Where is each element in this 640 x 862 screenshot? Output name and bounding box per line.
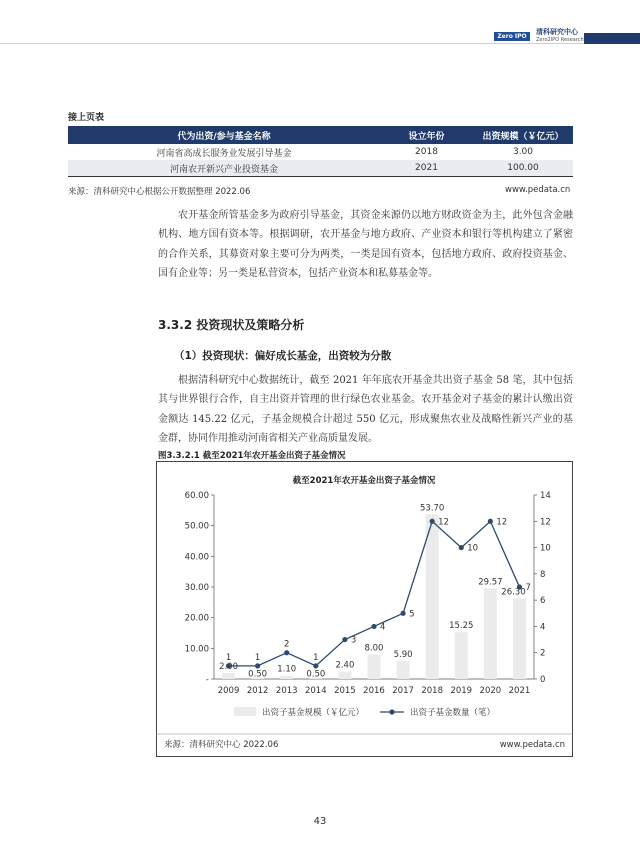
table-row: [68, 160, 573, 177]
table-continued-label: 接上页表: [68, 113, 105, 123]
y-tick-label-right: 10: [540, 543, 551, 554]
figure-caption: 图3.3.2.1 截至2021年农开基金出资子基金情况: [158, 451, 346, 461]
bar: [222, 673, 235, 679]
legend-bar-swatch: [234, 707, 256, 716]
x-tick-label: 2021: [508, 686, 531, 696]
bar-value-label: 15.25: [449, 621, 474, 632]
bar-value-label: 5.90: [393, 649, 413, 660]
y-tick-label-right: 0: [540, 675, 546, 685]
bar-value-label: 53.70: [420, 503, 445, 514]
bar: [426, 514, 439, 679]
bar-value-label: 29.57: [478, 577, 503, 588]
count-point: [459, 545, 464, 550]
header-divider: [0, 43, 640, 44]
y-tick-label-left: 50.00: [184, 521, 209, 532]
table-row: [68, 144, 573, 160]
bar-value-label: 2.00: [219, 661, 239, 672]
table-cell: 河南省高成长服务业发展引导基金: [156, 148, 292, 159]
bar-value-label: 8.00: [364, 643, 384, 654]
brand-name: 清科研究中心: [536, 28, 578, 36]
bar-value-label: 26.30: [501, 587, 526, 598]
count-value-label: 1: [313, 652, 319, 663]
table-header: 设立年份: [380, 126, 473, 144]
x-tick-label: 2013: [275, 686, 298, 696]
bar: [455, 632, 468, 679]
y-tick-label-right: 2: [540, 648, 546, 659]
x-tick-label: 2009: [217, 686, 240, 696]
subsection-title: （1）投资现状：偏好成长基金，出资较为分散: [174, 350, 392, 362]
bar: [397, 661, 410, 679]
count-value-label: 2: [284, 639, 290, 650]
chart-title: 截至2021年农开基金出资子基金情况: [292, 476, 436, 486]
legend-line-marker: [389, 709, 394, 714]
x-tick-label: 2018: [421, 686, 444, 696]
count-point: [342, 637, 347, 642]
y-tick-label-left: 60.00: [184, 491, 209, 501]
page-number: 43: [313, 816, 327, 827]
bar: [280, 676, 293, 679]
count-point: [488, 519, 493, 524]
x-tick-label: 2014: [304, 686, 327, 696]
count-point: [284, 650, 289, 655]
bar-value-label: 0.50: [306, 669, 326, 680]
count-value-label: 3: [350, 635, 357, 646]
table-cell: 2018: [415, 147, 438, 157]
count-value-label: 12: [438, 517, 450, 528]
y-tick-label-left: 40.00: [184, 552, 209, 563]
count-value-label: 5: [409, 609, 415, 620]
y-tick-label-left: -: [205, 675, 209, 685]
x-tick-label: 2017: [392, 686, 414, 696]
header-accent-bar: [584, 33, 640, 44]
chart-source-url: www.pedata.cn: [499, 740, 565, 750]
bar-value-label: 0.50: [248, 669, 268, 680]
chart-svg: [156, 461, 573, 757]
table-cell: 100.00: [473, 160, 573, 177]
y-tick-label-right: 4: [540, 622, 546, 633]
y-tick-label-right: 12: [540, 517, 551, 528]
count-value-label: 1: [225, 652, 232, 663]
count-value-label: 1: [254, 652, 261, 663]
chart-source: 来源：清科研究中心 2022.06: [164, 740, 279, 750]
y-tick-label-left: 20.00: [184, 613, 209, 624]
count-point: [430, 519, 435, 524]
count-point: [400, 611, 405, 616]
count-value-label: 12: [496, 517, 508, 528]
bar: [484, 588, 497, 679]
count-value-label: 10: [467, 543, 479, 554]
x-tick-label: 2012: [246, 686, 269, 696]
count-point: [371, 624, 376, 629]
table-cell: 河南农开新兴产业投资基金: [68, 160, 380, 177]
table-cell: 3.00: [512, 147, 534, 157]
bar-value-label: 1.10: [277, 664, 297, 675]
y-tick-label-right: 8: [540, 569, 546, 580]
logo: Zero IPO: [494, 32, 530, 41]
y-tick-label-right: 6: [540, 596, 546, 607]
y-tick-label-left: 30.00: [184, 583, 209, 593]
bar: [338, 672, 351, 679]
table-header: 代为出资/参与基金名称: [68, 126, 380, 144]
brand-name-en: Zero2IPO Research: [536, 37, 584, 43]
bar: [513, 598, 526, 679]
x-tick-label: 2016: [363, 686, 385, 696]
table-source-url: www.pedata.cn: [505, 185, 571, 195]
y-tick-label-right: 14: [540, 491, 551, 501]
legend-bar-label: 出资子基金规模（￥亿元）: [262, 708, 365, 718]
count-value-label: 7: [525, 583, 531, 593]
legend-line-label: 出资子基金数量（笔）: [410, 708, 496, 718]
x-tick-label: 2019: [450, 686, 473, 696]
fund-table: [68, 126, 573, 177]
count-point: [255, 663, 260, 668]
y-tick-label-left: 10.00: [184, 644, 209, 655]
bar-value-label: 2.40: [335, 660, 355, 671]
paragraph-fundraising: 农开基金所管基金多为政府引导基金，其资金来源仍以地方财政资金为主，此外包含金融机构、地方国有资本等。根据调研，农开基金与地方政府、产业资本和银行等机构建立了紧密的合作关系，其募资对象主要可分为两类，一类是国有资本，包括地方政府、政府投资基金、国有企业等；另一类是私营资本，包括产业资本和私募基金等。: [158, 210, 573, 280]
x-tick-label: 2020: [479, 686, 502, 696]
x-tick-label: 2015: [334, 686, 356, 696]
count-point: [313, 663, 318, 668]
section-title: 3.3.2 投资现状及策略分析: [158, 318, 305, 332]
table-source: 来源：清科研究中心根据公开数据整理 2022.06: [68, 187, 251, 197]
count-value-label: 4: [380, 622, 386, 633]
paragraph-investment: 根据清科研究中心数据统计，截至 2021 年年底农开基金共出资子基金 58 笔，其中包括其与世界银行合作，自主出资并管理的世行绿色农业基金。农开基金对子基金的累计认缴出资金额达 145.22 亿元，子基金规模合计超过 550 亿元，形成聚焦农业及战略性新兴产业的基金群，协同作用推动河南省相关产业高质量发展。: [158, 375, 573, 445]
table-cell: 2021: [380, 160, 473, 177]
bar: [368, 654, 381, 679]
table-header: 出资规模（￥亿元）: [473, 126, 573, 144]
